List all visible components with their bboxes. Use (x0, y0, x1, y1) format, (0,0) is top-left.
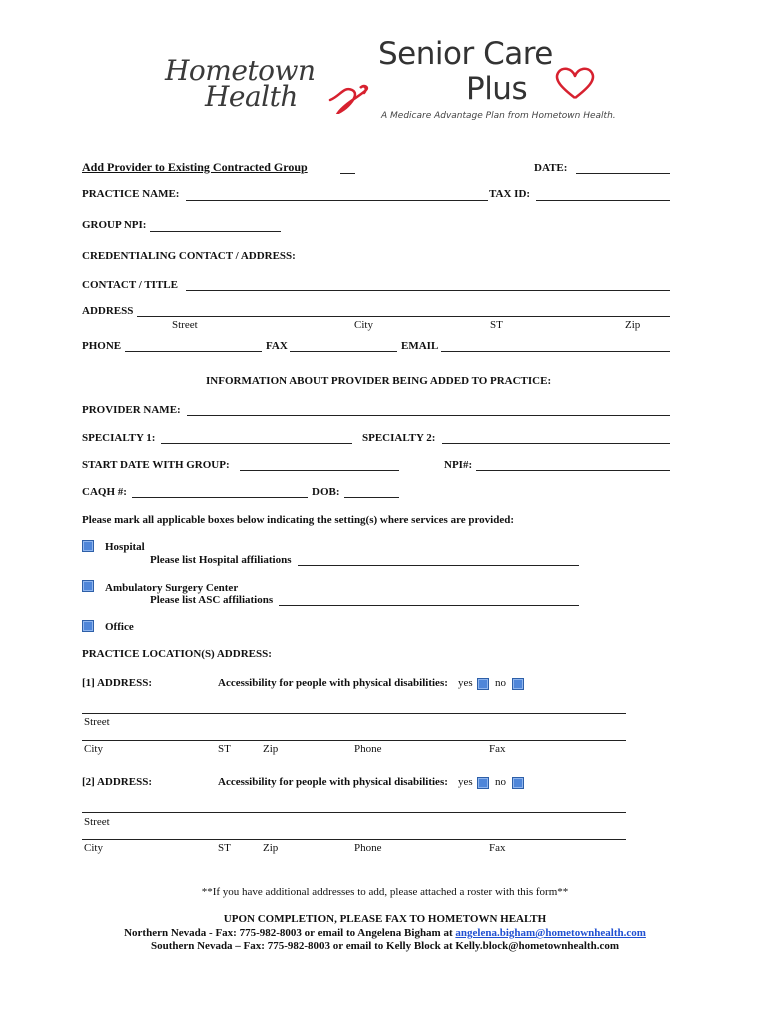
accessibility-no-checkbox[interactable] (512, 777, 524, 789)
accessibility-label: Accessibility for people with physical disabilities: (218, 677, 448, 689)
no-label: no (495, 776, 506, 788)
yes-label: yes (458, 677, 473, 689)
northern-nevada-text: Northern Nevada - Fax: 775-982-8003 or email to Angelena Bigham at (124, 927, 453, 939)
practice-name-field[interactable] (186, 200, 488, 201)
logo-text-plus: Plus (466, 71, 528, 107)
phone-label: PHONE (82, 340, 122, 352)
hospital-checkbox[interactable] (82, 540, 94, 552)
street-caption: Street (172, 319, 198, 331)
start-date-field[interactable] (240, 470, 399, 471)
logo-text-hometown: Hometown (165, 54, 316, 87)
fax-caption: Fax (489, 842, 506, 854)
zip-caption: Zip (263, 842, 279, 854)
city-caption: City (354, 319, 373, 331)
provider-name-field[interactable] (187, 415, 670, 416)
specialty1-label: SPECIALTY 1: (82, 432, 156, 444)
specialty2-label: SPECIALTY 2: (362, 432, 436, 444)
credentialing-contact-heading: CREDENTIALING CONTACT / ADDRESS: (82, 250, 296, 262)
date-label: DATE: (534, 162, 568, 174)
email-field[interactable] (441, 351, 670, 352)
yes-label: yes (458, 776, 473, 788)
street-caption: Street (84, 716, 110, 728)
logo-tagline: A Medicare Advantage Plan from Hometown Health. (381, 111, 616, 121)
accessibility-yes-checkbox[interactable] (477, 777, 489, 789)
street-field[interactable] (82, 812, 626, 813)
upon-completion-text: UPON COMPLETION, PLEASE FAX TO HOMETOWN HEALTH (223, 913, 547, 925)
zip-caption: Zip (263, 743, 279, 755)
tax-id-field[interactable] (536, 200, 670, 201)
location-address-label: [2] ADDRESS: (82, 776, 152, 788)
dob-label: DOB: (312, 486, 340, 498)
heart-icon (552, 66, 598, 100)
no-label: no (495, 677, 506, 689)
logo-text-senior-care: Senior Care (378, 36, 553, 72)
group-npi-label: GROUP NPI: (82, 219, 147, 231)
phone-caption: Phone (354, 842, 382, 854)
st-caption: ST (490, 319, 503, 331)
office-checkbox[interactable] (82, 620, 94, 632)
fax-caption: Fax (489, 743, 506, 755)
southern-nevada-line: Southern Nevada – Fax: 775-982-8003 or email to Kelly Block at Kelly.block@hometownhealth.com (150, 940, 620, 952)
location-address-label: [1] ADDRESS: (82, 677, 152, 689)
northern-email-link[interactable]: angelena.bigham@hometownhealth.com (455, 927, 646, 939)
city-caption: City (84, 743, 103, 755)
phone-field[interactable] (125, 351, 262, 352)
contact-title-field[interactable] (186, 290, 670, 291)
zip-caption: Zip (625, 319, 641, 331)
st-caption: ST (218, 743, 231, 755)
fax-label: FAX (266, 340, 288, 352)
hospital-label: Hospital (105, 541, 145, 553)
asc-affiliations-field[interactable] (279, 605, 579, 606)
st-caption: ST (218, 842, 231, 854)
caqh-field[interactable] (132, 497, 308, 498)
hospital-affiliations-field[interactable] (298, 565, 579, 566)
specialty1-field[interactable] (161, 443, 352, 444)
street-caption: Street (84, 816, 110, 828)
tax-id-label: TAX ID: (489, 188, 531, 200)
npi-field[interactable] (476, 470, 670, 471)
practice-name-label: PRACTICE NAME: (82, 188, 180, 200)
logo-text-health: Health (205, 80, 298, 113)
caqh-label: CAQH #: (82, 486, 127, 498)
address-field[interactable] (137, 316, 670, 317)
city-line-field[interactable] (82, 839, 626, 840)
hospital-affiliations-label: Please list Hospital affiliations (150, 554, 292, 566)
northern-nevada-line (0, 927, 770, 939)
office-label: Office (105, 621, 134, 633)
settings-instruction: Please mark all applicable boxes below indicating the setting(s) where services are provided: (82, 514, 515, 526)
provider-section-heading: INFORMATION ABOUT PROVIDER BEING ADDED TO PRACTICE: (206, 375, 552, 387)
street-field[interactable] (82, 713, 626, 714)
address-label: ADDRESS (82, 305, 134, 317)
provider-name-label: PROVIDER NAME: (82, 404, 181, 416)
heart-icon (326, 84, 370, 114)
email-label: EMAIL (401, 340, 439, 352)
fax-field[interactable] (290, 351, 397, 352)
dob-field[interactable] (344, 497, 399, 498)
form-title: Add Provider to Existing Contracted Group (82, 160, 308, 174)
start-date-label: START DATE WITH GROUP: (82, 459, 230, 471)
group-npi-field[interactable] (150, 231, 281, 232)
specialty2-field[interactable] (442, 443, 670, 444)
accessibility-label: Accessibility for people with physical disabilities: (218, 776, 448, 788)
npi-label: NPI#: (444, 459, 473, 471)
phone-caption: Phone (354, 743, 382, 755)
city-caption: City (84, 842, 103, 854)
title-underline (340, 173, 355, 174)
roster-note: **If you have additional addresses to add, please attached a roster with this form** (201, 886, 569, 898)
asc-label: Ambulatory Surgery Center (105, 582, 239, 594)
accessibility-yes-checkbox[interactable] (477, 678, 489, 690)
asc-checkbox[interactable] (82, 580, 94, 592)
city-line-field[interactable] (82, 740, 626, 741)
date-field[interactable] (576, 173, 670, 174)
asc-affiliations-label: Please list ASC affiliations (150, 594, 274, 606)
practice-locations-heading: PRACTICE LOCATION(S) ADDRESS: (82, 648, 272, 660)
accessibility-no-checkbox[interactable] (512, 678, 524, 690)
contact-title-label: CONTACT / TITLE (82, 279, 178, 291)
